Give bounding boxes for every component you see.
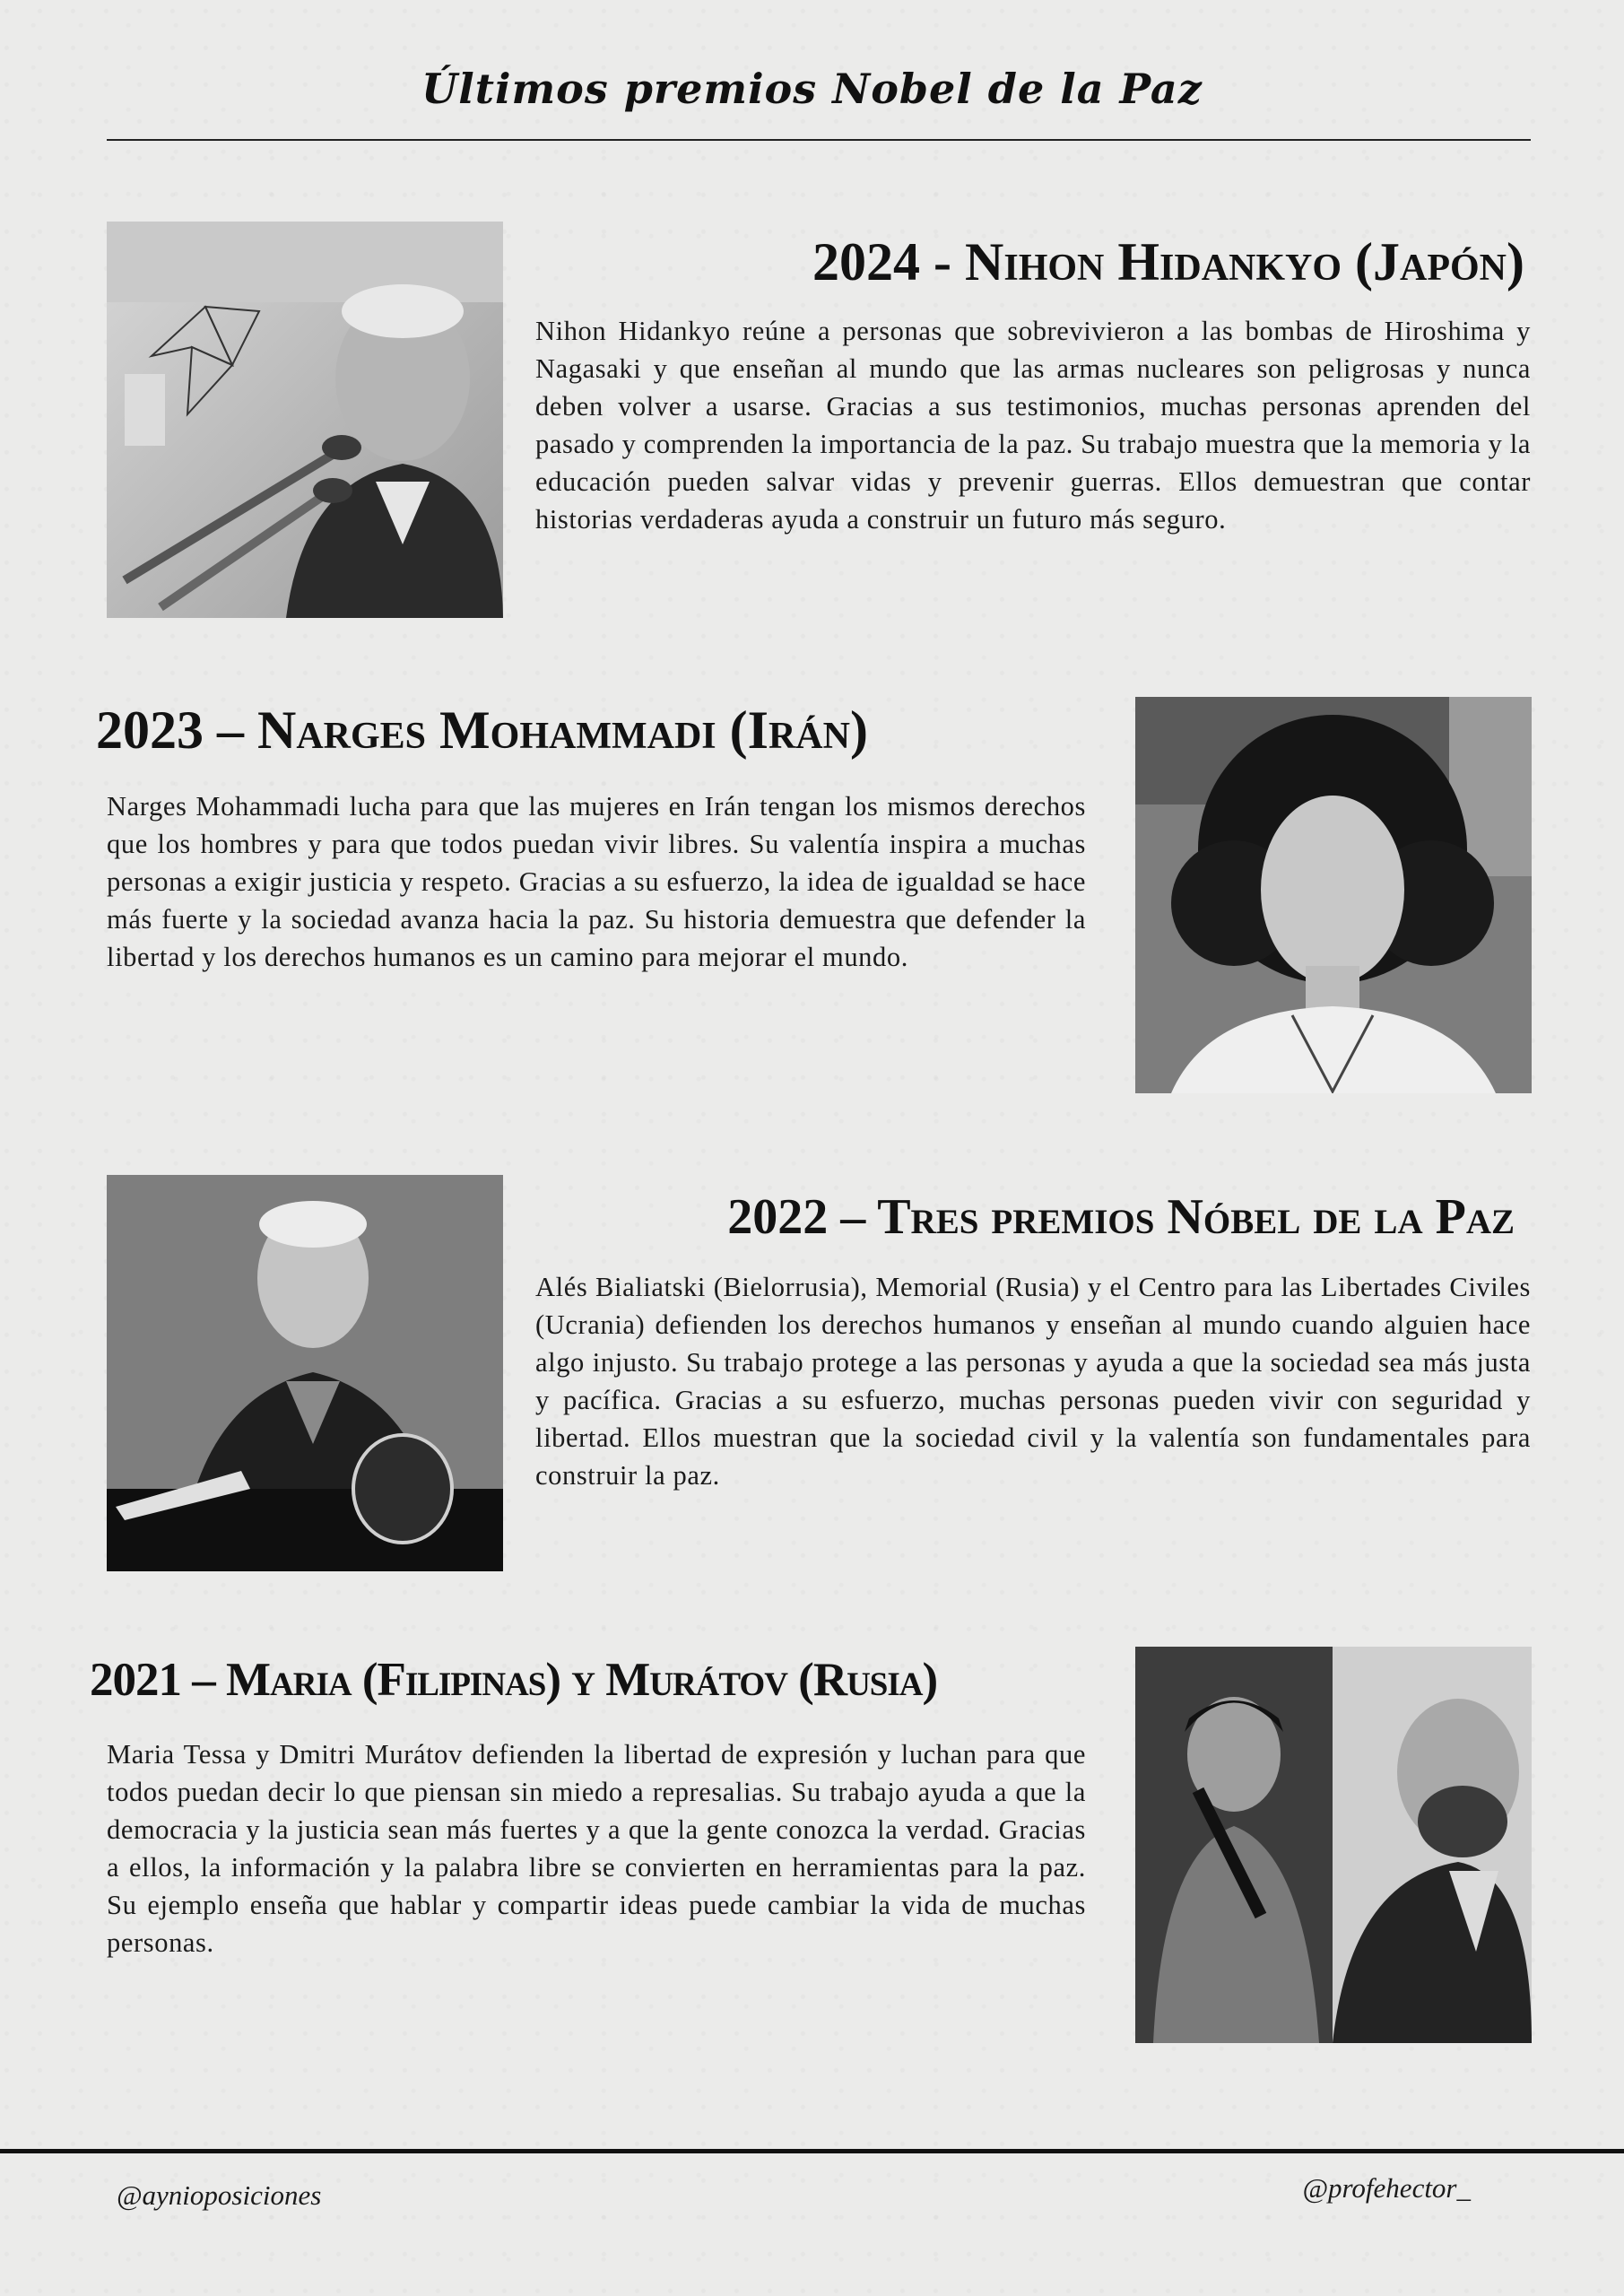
page-title: Últimos premios Nobel de la Paz	[421, 65, 1203, 113]
body-2024: Nihon Hidankyo reúne a personas que sobrevivieron a las bombas de Hiroshima y Nagasaki y que enseñan al mundo que las armas nucleares son peligrosas y nunca deben volver a usarse. Gracias a sus testimonios, muchas personas aprenden del pasado y comprenden la importancia de la paz. Su trabajo muestra que la memoria y la educación pueden salvar vidas y prevenir guerras. Ellos demuestran que contar historias verdaderas ayuda a construir un futuro más seguro.	[535, 316, 1531, 535]
photo-nihon-hidankyo	[107, 222, 503, 618]
heading-2021: 2021 – Maria (Filipinas) y Murátov (Rusia)	[90, 1654, 938, 1706]
footer-handle-right: @profehector_	[1302, 2172, 1471, 2204]
body-2021: Maria Tessa y Dmitri Murátov defienden la libertad de expresión y luchan para que todos puedan decir lo que piensan sin miedo a represalias. Su trabajo ayuda a que la democracia y la justicia sean más fuertes y a que la gente conozca la verdad. Gracias a ellos, la información y la palabra libre se convierten en herramientas para la paz. Su ejemplo enseña que hablar y compartir ideas puede cambiar la vida de muchas personas.	[107, 1739, 1086, 1958]
heading-2024: 2024 - Nihon Hidankyo (Japón)	[812, 232, 1524, 291]
body-2022: Alés Bialiatski (Bielorrusia), Memorial (Rusia) y el Centro para las Libertades Civiles (Ucrania) defienden los derechos humanos y enseñan al mundo cuando alguien hace algo injusto. Su trabajo protege a las personas y ayuda a que la sociedad sea más justa y pacífica. Gracias a su esfuerzo, muchas personas pueden vivir con seguridad y libertad. Ellos muestran que la sociedad civil y la valentía son fundamentales para construir la paz.	[535, 1272, 1531, 1491]
photo-ales-bialiatski	[107, 1175, 503, 1571]
heading-2023: 2023 – Narges Mohammadi (Irán)	[96, 700, 868, 760]
footer-handle-left: @aynioposiciones	[117, 2179, 322, 2211]
footer-divider	[0, 2149, 1624, 2153]
title-divider	[107, 139, 1531, 141]
photo-ressa-muratov	[1135, 1647, 1532, 2043]
body-2023: Narges Mohammadi lucha para que las mujeres en Irán tengan los mismos derechos que los hombres y para que todos puedan vivir libres. Su valentía inspira a muchas personas a exigir justicia y respeto. Gracias a su esfuerzo, la idea de igualdad se hace más fuerte y la sociedad avanza hacia la paz. Su historia demuestra que defender la libertad y los derechos humanos es un camino para mejorar el mundo.	[107, 791, 1086, 972]
heading-2022: 2022 – Tres premios Nóbel de la Paz	[727, 1189, 1515, 1245]
photo-narges-mohammadi	[1135, 697, 1532, 1093]
